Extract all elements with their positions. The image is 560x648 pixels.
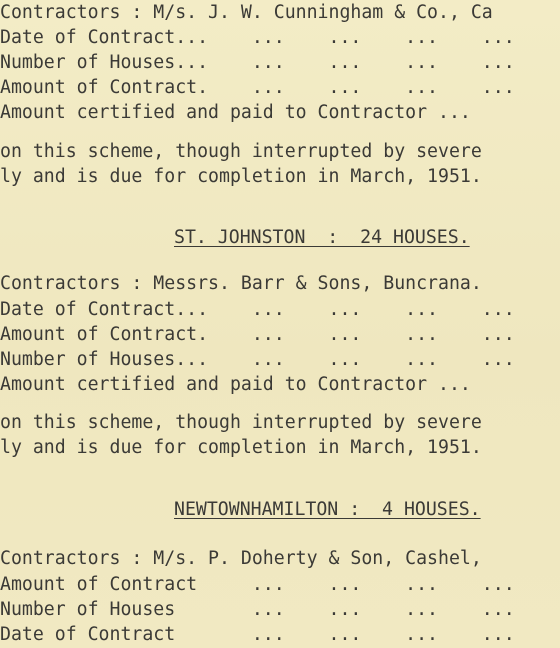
amount-certified-line: Amount certified and paid to Contractor ... <box>0 102 471 123</box>
number-of-houses-line: Number of Houses ... ... ... ... <box>0 599 515 620</box>
section-heading-st-johnston: ST. JOHNSTON : 24 HOUSES. <box>174 227 470 248</box>
number-of-houses-line: Number of Houses... ... ... ... ... <box>0 52 515 73</box>
date-of-contract-line: Date of Contract... ... ... ... ... <box>0 27 515 48</box>
amount-of-contract-line: Amount of Contract. ... ... ... ... <box>0 324 515 345</box>
contractor-line-doherty: Contractors : M/s. P. Doherty & Son, Cashel, <box>0 548 482 569</box>
amount-certified-line: Amount certified and paid to Contractor ... <box>0 374 471 395</box>
amount-of-contract-line: Amount of Contract. ... ... ... ... <box>0 77 515 98</box>
progress-note-line-2: ly and is due for completion in March, 1951. <box>0 437 482 458</box>
progress-note-line-1: on this scheme, though interrupted by severe <box>0 412 482 433</box>
progress-note-line-1: on this scheme, though interrupted by severe <box>0 141 482 162</box>
contractor-line-barr: Contractors : Messrs. Barr & Sons, Buncrana. <box>0 273 482 294</box>
date-of-contract-line: Date of Contract... ... ... ... ... <box>0 299 515 320</box>
amount-of-contract-line: Amount of Contract ... ... ... ... <box>0 574 515 595</box>
date-of-contract-line: Date of Contract ... ... ... ... <box>0 624 515 645</box>
number-of-houses-line: Number of Houses... ... ... ... ... <box>0 349 515 370</box>
progress-note-line-2: ly and is due for completion in March, 1951. <box>0 166 482 187</box>
section-heading-newtownhamilton: NEWTOWNHAMILTON : 4 HOUSES. <box>174 499 481 520</box>
contractor-line-cunningham: Contractors : M/s. J. W. Cunningham & Co., Ca <box>0 2 493 23</box>
